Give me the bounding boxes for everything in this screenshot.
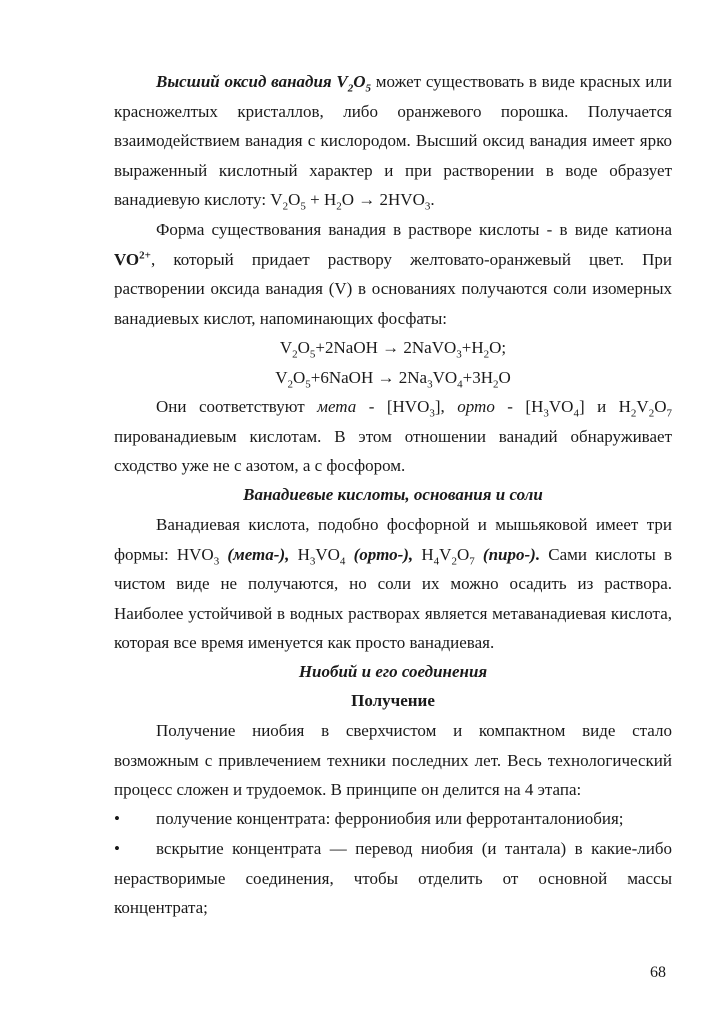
page-number: 68 [650,964,666,981]
heading-vanadium-acids: Ванадиевые кислоты, основания и соли [243,485,543,504]
paragraph-meta-orto: Они соответствуют мета - $[HVO_3]$, орто - $[H_3VO_4]$ и $H_2V_2O_7$ пированадиевым кислотам. В этом отношении ванадий обнаруживает сходство уже не с азотом, а с фосфором. [114,397,672,476]
list-item: • вскрытие концентрата — перевод ниобия (и тантала) в какие-либо нерастворимые соединения, чтобы отделить от основной массы концентрата; [114,834,672,923]
list-item: • получение концентрата: феррониобия или ферротанталониобия; [114,804,672,834]
equation-1: $V_2O_5+2NaOH$ → $2NaVO_3+H_2O$; [279,338,507,361]
paragraph-vanadium-acid-forms: Ванадиевая кислота, подобно фосфорной и мышьяковой имеет три формы: $HVO_3$ (мета-), $H_3VO_4$ (орто-), $H_4V_2O_7$ (пиро-). Сами кислоты в чистом виде не получаются, но соли их можно осадить из раствора. Наиболее устойчивой в водных растворах является метаванадиевая кислота, которая все время именуется как просто ванадиевая. [114,515,672,653]
term-vanadium-oxide: Высший оксид ванадия $V_2O_5$ [156,72,372,95]
paragraph-vanadium-oxide: Высший оксид ванадия $V_2O_5$ может существовать в виде красных или красножелтых кристаллов, либо оранжевого порошка. Получается взаимодействием ванадия с кислородом. Высший оксид ванадия имеет ярко выраженный кислотный характер и при растворении в воде образует ванадиевую кислоту: $V_2O_5 + H_2O \to 2HVO_3$. [114,72,672,213]
equation-inline: $V_2O_5 + H_2O \to 2HVO_3$. [270,190,435,213]
equation-2: $V_2O_5+6NaOH \to 2Na_3VO_4+3H_2O$ [275,368,511,391]
heading-niobium: Ниобий и его соединения [298,662,488,681]
paragraph-niobium-production: Получение ниобия в сверхчистом и компактном виде стало возможным с привлечением техники последних лет. Весь технологический процесс сложен и трудоемок. В принципе он делится на 4 этапа: [114,721,672,800]
paragraph-vanadium-cation: Форма существования ванадия в растворе кислоты - в виде катиона $VO^{2+}$, который придает раствору желтовато-оранжевый цвет. При растворении оксида ванадия (V) в основаниях получаются соли изомерных ванадиевых кислот, напоминающих фосфаты: [114,220,672,328]
cation-formula: $VO^{2+}$ [114,248,151,269]
heading-production: Получение [351,691,435,710]
bullet-icon: • [114,839,120,858]
bullet-icon: • [114,809,120,828]
